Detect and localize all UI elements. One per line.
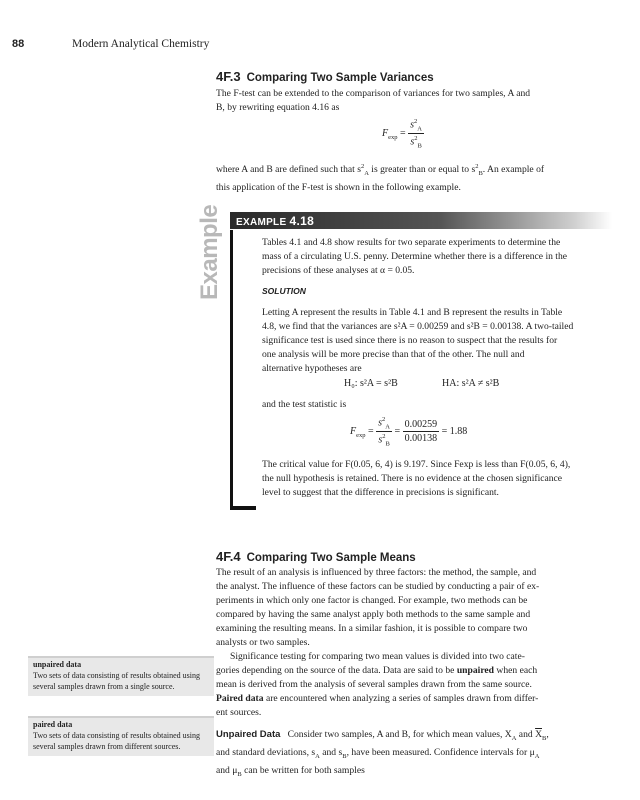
margin-note-paired: paired data Two sets of data consisting of results obtained using several samples drawn from different sources. [28, 716, 214, 756]
null-hypothesis: H₀: s²A = s²B [344, 378, 398, 389]
test-statistic-equation: $F_{exp}$ = $\frac{s^2_A}{s^2_B}$ = $\frac{0.00259}{0.00138}$ = 1.88 [350, 416, 468, 448]
solution-text: Letting A represent the results in Table 4.1 and B represent the results in Table 4.8, we find that the variances are s²A = 0.00259 and s²B = 0.00138. A two-tailed significance test is used since there is no reason to suspect that the results for one analysis will be more precise than that of the other. The null and alternative hypotheses are [262, 307, 574, 374]
section-4f4-body: The result of an analysis is influenced by three factors: the method, the sample, and the analyst. The influence of these factors can be studied by conducting a pair of ex- periments in which only one factor is changed. For example, two methods can be compared by having the same analyst apply both methods to the same sample and examining the resulting means. In a similar fashion, it is possible to compare two analysts or two samples. Significance testing for comparing two mean values is divided into two cate- gories depending on the source of the data. Data are said to be unpaired when each mean is derived from the analysis of several samples drawn from the same source. Paired data are encountered when analyzing a series of samples drawn from differ- ent sources. [216, 567, 540, 718]
running-title: Modern Analytical Chemistry [72, 38, 210, 50]
alternative-hypothesis: HA: s²A ≠ s²B [442, 378, 500, 389]
section-4f3-intro: The F-test can be extended to the comparison of variances for two samples, A and B, by rewriting equation 4.16 as [216, 88, 531, 113]
example-rule [230, 230, 233, 510]
example-label: EXAMPLE 4.18 [236, 214, 315, 228]
test-statistic-intro: and the test statistic is [262, 399, 347, 410]
section-4f3-where: where A and B are defined such that $s^2_A$ is greater than or equal to $s^2_B$. An example of this application of the F-test is shown in the following example. [216, 163, 545, 194]
solution-label: SOLUTION [262, 286, 306, 296]
example-conclusion: The critical value for F(0.05, 6, 4) is 9.197. Since Fexp is less than F(0.05, 6, 4), the null hypothesis is retained. There is no evidence at the chosen significance level to suggest that the difference in precisions is significant. [262, 459, 571, 498]
example-end-mark [230, 506, 256, 510]
example-side-label: Example [196, 204, 223, 300]
section-heading-4f3: 4F.3 Comparing Two Sample Variances [216, 69, 434, 84]
margin-note-unpaired: unpaired data Two sets of data consisting of results obtained using several samples drawn from a single source. [28, 656, 214, 696]
equation-fexp: $F_{exp}$ = $\frac{s^2_A}{s^2_B}$ [382, 118, 422, 150]
example-problem: Tables 4.1 and 4.8 show results for two separate experiments to determine the mass of a circulating U.S. penny. Determine whether there is a difference in the precisions of these analyses at α = 0.05. [262, 237, 568, 276]
page-number: 88 [12, 38, 25, 50]
section-heading-4f4: 4F.4 Comparing Two Sample Means [216, 549, 416, 564]
unpaired-data-paragraph: Unpaired Data Consider two samples, A and B, for which mean values, $X_A$ and $\overline{X}_B$, and standard deviations, $s_A$ and $s_B$, have been measured. Confidence intervals for $\mu_A$ and $\mu_B$ can be written for both samples [216, 729, 549, 778]
